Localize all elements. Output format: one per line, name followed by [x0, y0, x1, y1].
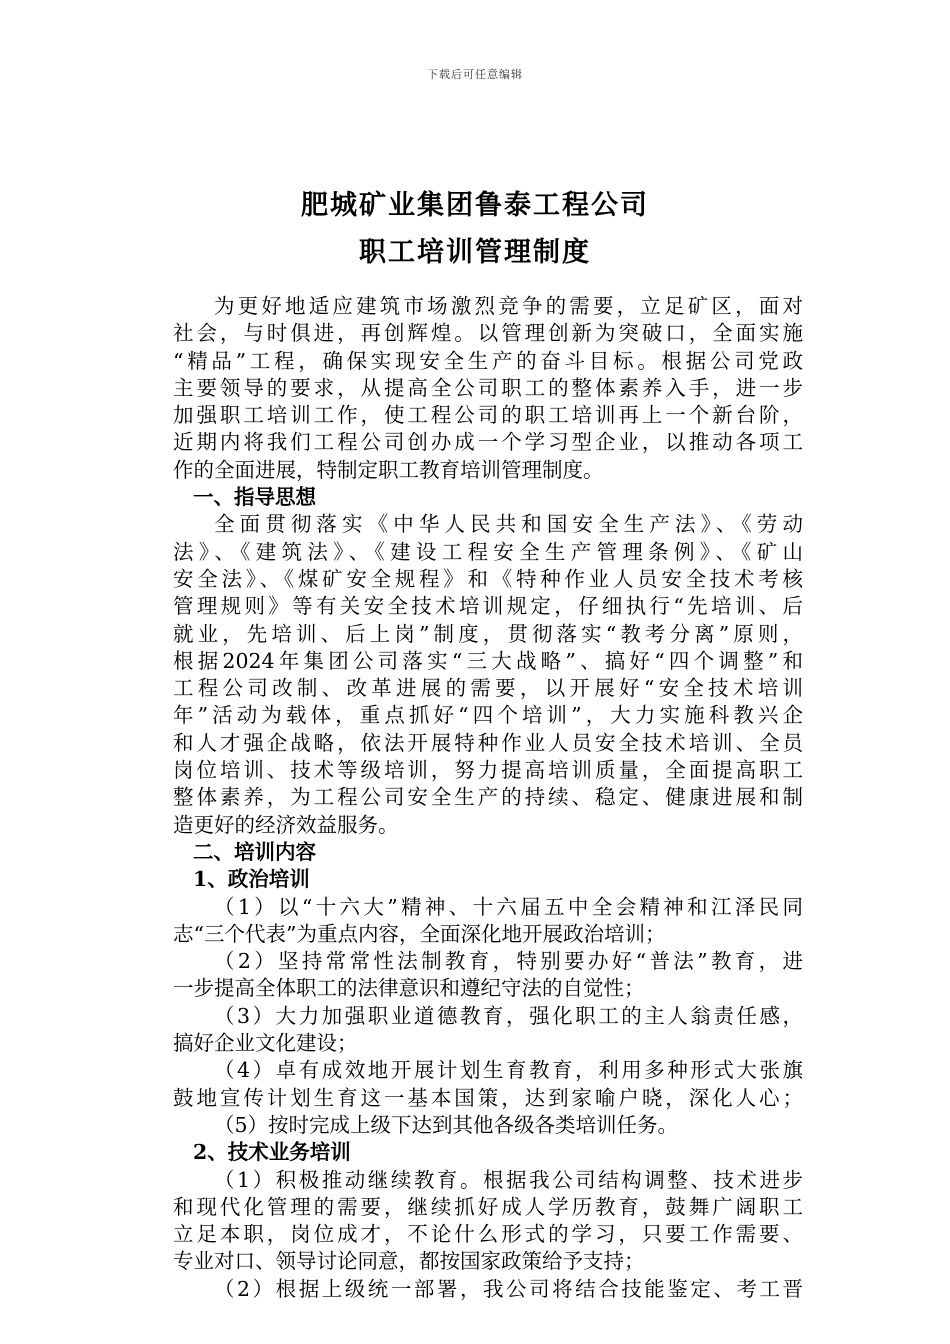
body-line: 岗位培训、技术等级培训，努力提高培训质量，全面提高职工 [173, 758, 803, 783]
body-line: 近期内将我们工程公司创办成一个学习型企业，以推动各项工 [173, 430, 803, 455]
body-line: 鼓地宣传计划生育这一基本国策，达到家喻户晓，深化人心； [173, 1085, 803, 1110]
body-line: 就业，先培训、后上岗”制度，贯彻落实“教考分离”原则， [173, 621, 803, 646]
document-title: 肥城矿业集团鲁泰工程公司 [301, 190, 649, 221]
body-line: 专业对口、领导讨论同意，都按国家政策给予支持； [173, 1249, 645, 1274]
body-line: 一步提高全体职工的法律意识和遵纪守法的自觉性； [173, 976, 645, 1001]
body-line: 年”活动为载体，重点抓好“四个培训”，大力实施科教兴企 [173, 703, 803, 728]
body-line: （2）坚持常常性法制教育，特别要办好“普法”教育，进 [214, 949, 803, 974]
body-line: 和人才强企战略，依法开展特种作业人员安全技术培训、全员 [173, 730, 803, 755]
body-line: 搞好企业文化建设； [173, 1031, 358, 1056]
section-heading: 1、政治培训 [193, 867, 310, 892]
body-line: 作的全面进展，特制定职工教育培训管理制度。 [173, 457, 604, 482]
body-line: （1）以“十六大”精神、十六届五中全会精神和江泽民同 [214, 894, 803, 919]
body-line: 和现代化管理的需要，继续抓好成人学历教育，鼓舞广阔职工 [173, 1194, 803, 1219]
body-line: （4）卓有成效地开展计划生育教育，利用多种形式大张旗 [214, 1058, 803, 1083]
body-line: 工程公司改制、改革进展的需要，以开展好“安全技术培训 [173, 676, 803, 701]
body-line: 法》、《建筑法》、《建设工程安全生产管理条例》、《矿山 [173, 539, 803, 564]
body-line: 社会，与时俱进，再创辉煌。以管理创新为突破口，全面实施 [173, 321, 803, 346]
body-line: 为更好地适应建筑市场激烈竞争的需要，立足矿区，面对 [214, 294, 803, 318]
body-line: 造更好的经济效益服务。 [173, 812, 399, 837]
body-line: 立足本职，岗位成才，不论什么形式的学习，只要工作需要、 [173, 1222, 803, 1247]
body-line: （5）按时完成上级下达到其他各级各类培训任务。 [214, 1112, 679, 1137]
body-line: （2）根据上级统一部署，我公司将结合技能鉴定、考工晋 [214, 1276, 803, 1301]
body-line: 根据2024年集团公司落实“三大战略”、搞好“四个调整”和 [173, 648, 803, 673]
document-body [173, 293, 803, 1303]
body-line: （3）大力加强职业道德教育，强化职工的主人翁责任感， [214, 1003, 803, 1028]
section-heading: 二、培训内容 [193, 839, 316, 864]
section-heading: 一、指导思想 [193, 485, 316, 510]
body-line: 加强职工培训工作，使工程公司的职工培训再上一个新台阶， [173, 403, 803, 428]
section-heading: 2、技术业务培训 [193, 1140, 351, 1165]
body-line: 安全法》、《煤矿安全规程》和《特种作业人员安全技术考核 [173, 566, 803, 591]
body-line: （1）积极推动继续教育。根据我公司结构调整、技术进步 [214, 1167, 803, 1192]
header-note: 下载后可任意编辑 [427, 68, 523, 81]
body-line: 全面贯彻落实《中华人民共和国安全生产法》、《劳动 [214, 512, 803, 537]
body-line: 志“三个代表”为重点内容，全面深化地开展政治培训； [173, 921, 666, 946]
body-line: “精品”工程，确保实现安全生产的奋斗目标。根据公司党政 [173, 348, 803, 373]
document-subtitle: 职工培训管理制度 [359, 237, 591, 268]
body-line: 整体素养，为工程公司安全生产的持续、稳定、健康进展和制 [173, 785, 803, 810]
body-line: 主要领导的要求，从提高全公司职工的整体素养入手，进一步 [173, 375, 803, 400]
body-line: 管理规则》等有关安全技术培训规定，仔细执行“先培训、后 [173, 594, 803, 619]
